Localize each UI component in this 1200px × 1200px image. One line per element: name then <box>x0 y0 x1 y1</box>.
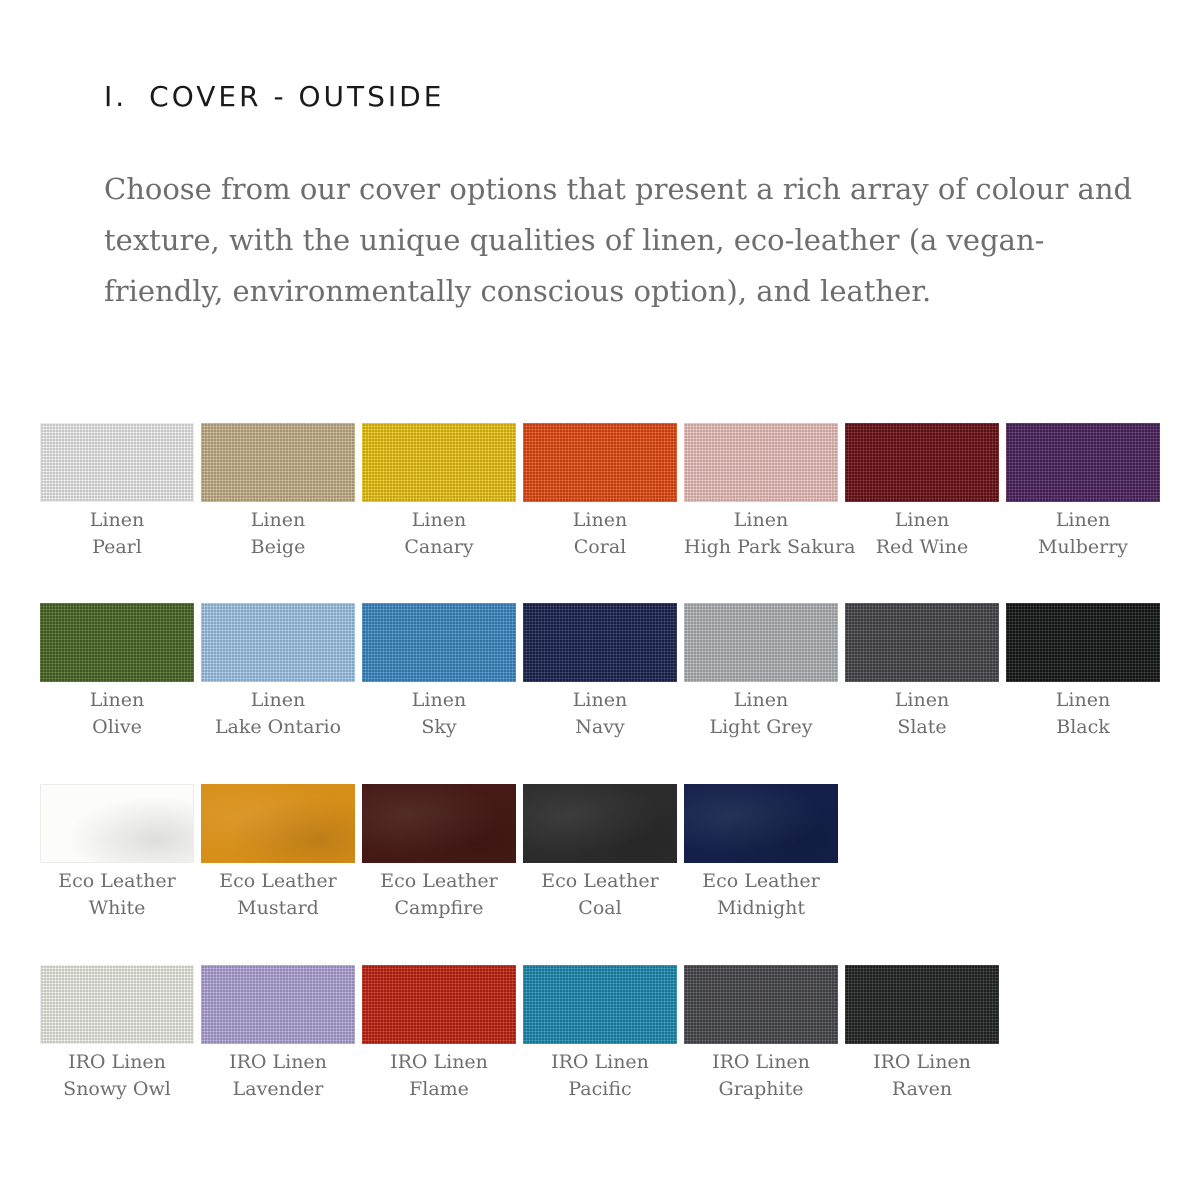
swatch-linen-slate <box>845 603 999 741</box>
intro-paragraph: Choose from our cover options that present a rich array of colour and texture, with the unique qualities of linen, eco-leather (a vegan-friendly, environmentally conscious option), and leather. <box>104 172 1133 308</box>
swatch-eco-leather-campfire <box>362 784 516 922</box>
swatch-caption <box>523 687 677 741</box>
swatch-name: Flame <box>409 1078 469 1100</box>
swatch-name: Midnight <box>716 897 806 919</box>
swatch-caption <box>362 1049 516 1103</box>
swatch-sample <box>40 784 194 863</box>
swatch-material: IRO Linen <box>873 1051 971 1073</box>
swatch-eco-leather-coal <box>523 784 677 922</box>
swatch-iro-linen-snowy-owl <box>40 965 194 1103</box>
swatch-name: Lavender <box>232 1078 324 1100</box>
swatch-material: Linen <box>1055 689 1111 711</box>
section-number: I. <box>104 80 128 113</box>
swatch-caption <box>523 507 677 561</box>
swatch-name: Raven <box>891 1078 953 1100</box>
swatch-caption <box>40 687 194 741</box>
swatch-linen-high-park-sakura <box>684 423 856 561</box>
swatch-linen-coral <box>523 423 677 561</box>
swatch-caption <box>684 1049 838 1103</box>
swatch-name: Lake Ontario <box>214 716 342 738</box>
swatch-linen-mulberry <box>1006 423 1160 561</box>
swatch-material: IRO Linen <box>68 1051 166 1073</box>
swatch-name: Olive <box>92 716 142 738</box>
swatch-caption <box>201 687 355 741</box>
swatch-linen-sky <box>362 603 516 741</box>
swatch-linen-canary <box>362 423 516 561</box>
swatch-material: Linen <box>250 509 306 531</box>
swatch-name: Navy <box>575 716 625 738</box>
swatch-name: Pacific <box>568 1078 632 1100</box>
swatch-name: Coal <box>578 897 622 919</box>
swatch-caption <box>201 1049 355 1103</box>
swatch-iro-linen-graphite <box>684 965 838 1103</box>
section-title: COVER - OUTSIDE <box>149 80 445 113</box>
swatch-name: Beige <box>250 536 306 558</box>
swatch-eco-leather-white <box>40 784 194 922</box>
swatch-material: Eco Leather <box>219 870 337 892</box>
swatch-sample <box>40 965 194 1044</box>
swatch-caption <box>1006 687 1160 741</box>
swatch-linen-beige <box>201 423 355 561</box>
swatch-material: Linen <box>1055 509 1111 531</box>
swatch-name: High Park Sakura <box>684 536 856 558</box>
swatch-caption <box>362 687 516 741</box>
swatch-name: Canary <box>404 536 474 558</box>
swatch-linen-lake-ontario <box>201 603 355 741</box>
swatch-sample <box>362 965 516 1044</box>
swatch-caption <box>40 507 194 561</box>
swatch-linen-navy <box>523 603 677 741</box>
swatch-caption <box>201 507 355 561</box>
swatch-caption <box>845 687 999 741</box>
swatch-name: Campfire <box>394 897 484 919</box>
swatch-material: Linen <box>411 689 467 711</box>
swatch-iro-linen-pacific <box>523 965 677 1103</box>
swatch-eco-leather-mustard <box>201 784 355 922</box>
swatch-sample <box>362 603 516 682</box>
swatch-sample <box>684 603 838 682</box>
swatch-sample <box>362 784 516 863</box>
swatch-name: Pearl <box>92 536 142 558</box>
swatch-caption <box>684 507 856 561</box>
swatch-linen-olive <box>40 603 194 741</box>
swatch-material: Linen <box>733 689 789 711</box>
swatch-caption <box>684 687 838 741</box>
swatch-material: Eco Leather <box>541 870 659 892</box>
swatch-name: Sky <box>421 716 457 738</box>
swatch-material: Linen <box>250 689 306 711</box>
swatch-linen-pearl <box>40 423 194 561</box>
swatch-sample <box>523 784 677 863</box>
swatch-material: IRO Linen <box>229 1051 327 1073</box>
swatch-sample <box>523 423 677 502</box>
swatch-material: IRO Linen <box>551 1051 649 1073</box>
swatch-material: IRO Linen <box>712 1051 810 1073</box>
swatch-iro-linen-lavender <box>201 965 355 1103</box>
swatch-caption <box>362 868 516 922</box>
swatch-name: Red Wine <box>875 536 969 558</box>
swatch-linen-light-grey <box>684 603 838 741</box>
swatch-sample <box>40 603 194 682</box>
swatch-name: Snowy Owl <box>63 1078 171 1100</box>
swatch-name: Slate <box>897 716 947 738</box>
swatch-caption <box>40 868 194 922</box>
swatch-caption <box>362 507 516 561</box>
swatch-sample <box>1006 423 1160 502</box>
swatch-name: White <box>88 897 146 919</box>
swatch-material: Linen <box>894 689 950 711</box>
swatch-eco-leather-midnight <box>684 784 838 922</box>
swatch-sample <box>845 603 999 682</box>
swatch-linen-red-wine <box>845 423 999 561</box>
swatch-sample <box>40 423 194 502</box>
swatch-caption <box>845 507 999 561</box>
swatch-sample <box>523 603 677 682</box>
swatch-iro-linen-flame <box>362 965 516 1103</box>
swatch-material: Eco Leather <box>702 870 820 892</box>
swatch-sample <box>201 603 355 682</box>
swatch-sample <box>684 423 838 502</box>
swatch-material: Linen <box>411 509 467 531</box>
swatch-sample <box>201 423 355 502</box>
swatch-sample <box>1006 603 1160 682</box>
swatch-material: Linen <box>733 509 789 531</box>
swatch-sample <box>845 423 999 502</box>
swatch-linen-black <box>1006 603 1160 741</box>
swatch-caption <box>845 1049 999 1103</box>
swatch-caption <box>40 1049 194 1103</box>
swatch-material: Eco Leather <box>58 870 176 892</box>
swatch-sample <box>523 965 677 1044</box>
swatch-sample <box>845 965 999 1044</box>
swatch-name: Mulberry <box>1037 536 1129 558</box>
swatch-caption <box>523 868 677 922</box>
swatch-caption <box>201 868 355 922</box>
swatch-name: Coral <box>573 536 627 558</box>
swatch-name: Light Grey <box>709 716 813 738</box>
swatch-material: Linen <box>89 689 145 711</box>
swatch-name: Graphite <box>718 1078 804 1100</box>
swatch-caption <box>684 868 838 922</box>
swatch-material: Eco Leather <box>380 870 498 892</box>
swatch-sample <box>201 965 355 1044</box>
swatch-name: Black <box>1056 716 1110 738</box>
swatch-sample <box>362 423 516 502</box>
section-heading <box>104 80 444 113</box>
swatch-material: IRO Linen <box>390 1051 488 1073</box>
swatch-sample <box>684 965 838 1044</box>
swatch-material: Linen <box>572 689 628 711</box>
swatch-material: Linen <box>572 509 628 531</box>
swatch-sample <box>201 784 355 863</box>
swatch-material: Linen <box>894 509 950 531</box>
swatch-caption <box>523 1049 677 1103</box>
swatch-name: Mustard <box>237 897 319 919</box>
swatch-material: Linen <box>89 509 145 531</box>
swatch-sample <box>684 784 838 863</box>
swatch-iro-linen-raven <box>845 965 999 1103</box>
swatch-caption <box>1006 507 1160 561</box>
